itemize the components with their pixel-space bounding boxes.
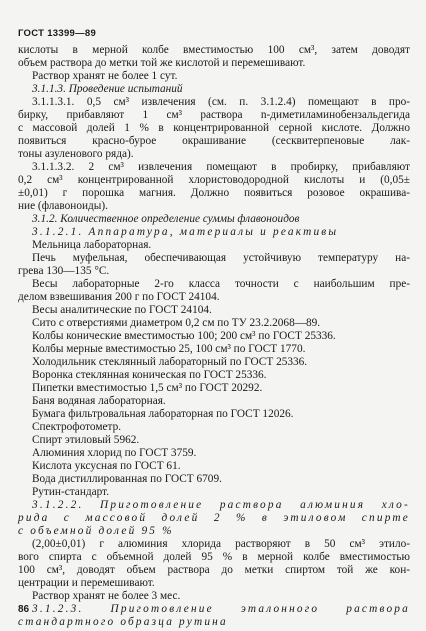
text-line: Алюминия хлорид по ГОСТ 3759. [32, 447, 197, 459]
text-line: Рутин-стандарт. [32, 486, 110, 498]
text-line: делом взвешивания 200 г по ГОСТ 24104. [18, 291, 220, 303]
text-line: с массовой долей 1 % в концентрированной серной кислоте. Должно [18, 122, 410, 134]
text-line: Раствор хранят не более 1 сут. [32, 70, 178, 82]
text-line: появиться красно-бурое окрашивание (сесквитерпеновые лак- [18, 135, 410, 147]
section-heading: стандартного образца рутина [18, 616, 228, 628]
text-line: (2,00±0,01) г алюминия хлорида растворяют в 50 см³ этило- [32, 538, 410, 550]
text-line: Холодильник стеклянный лабораторный по ГОСТ 25336. [32, 356, 308, 368]
text-line: Колбы конические вместимостью 100; 200 см³ по ГОСТ 25336. [32, 330, 336, 342]
text-line: Сито с отверстиями диаметром 0,2 см по ТУ 23.2.2068—89. [32, 317, 321, 329]
text-line: кислоты в мерной колбе вместимостью 100 см³, затем доводят [18, 44, 410, 56]
page-number: 86 [18, 604, 30, 615]
section-heading: 3.1.1.3. Проведение испытаний [32, 83, 183, 95]
section-heading: 3.1.2.3. Приготовление эталонного раствора [32, 603, 410, 615]
section-heading: рида с массовой долей 2 % в этиловом спирте [18, 512, 410, 524]
text-line: бирку, прибавляют 1 см³ раствора n-диметиламинобензальдегида [18, 109, 410, 121]
text-line: Пипетки вместимостью 1,5 см³ по ГОСТ 20292. [32, 382, 263, 394]
text-line: Вода дистиллированная по ГОСТ 6709. [32, 473, 222, 485]
text-line: Баня водяная лабораторная. [32, 395, 166, 407]
text-line: Спирт этиловый 5962. [32, 434, 140, 446]
text-line: Весы лабораторные 2-го класса точности с наибольшим пре- [32, 278, 410, 290]
document-body [18, 44, 410, 629]
text-line: Колбы мерные вместимостью 25, 100 см³ по ГОСТ 1770. [32, 343, 306, 355]
text-line: Спектрофотометр. [32, 421, 122, 433]
text-line: Воронка стеклянная коническая по ГОСТ 25336. [32, 369, 267, 381]
section-heading: с объемной долей 95 % [18, 525, 174, 537]
text-line: 3.1.1.3.2. 2 см³ извлечения помещают в пробирку, прибавляют [32, 161, 410, 173]
page-header: ГОСТ 13399—89 [18, 28, 97, 39]
text-line: Мельница лабораторная. [32, 239, 152, 251]
text-line: Бумага фильтровальная лабораторная по ГОСТ 12026. [32, 408, 294, 420]
text-line: центрации и перемешивают. [18, 577, 155, 589]
text-line: ние (флавоноиды). [18, 200, 108, 212]
text-line: Весы аналитические по ГОСТ 24104. [32, 304, 212, 316]
text-line: Раствор хранят не более 3 мес. [32, 590, 181, 602]
text-line: грева 130—135 °С. [18, 265, 110, 277]
section-heading: 3.1.2. Количественное определение суммы флавоноидов [32, 213, 300, 225]
text-line: 0,2 см³ концентрированной хлористоводородной кислоты и (0,05± [18, 174, 410, 186]
text-line: тоны азуленового ряда). [18, 148, 134, 160]
text-line: вого спирта с объемной долей 95 % в мерной колбе вместимостью [18, 551, 410, 563]
section-heading: 3.1.2.1. Аппаратура, материалы и реактивы [32, 226, 339, 238]
text-line: Печь муфельная, обеспечивающая устойчивую температуру на- [32, 252, 410, 264]
text-line: объем раствора до метки той же кислотой и перемешивают. [18, 57, 306, 69]
text-line: 3.1.1.3.1. 0,5 см³ извлечения (см. п. 3.1.2.4) помещают в про- [32, 96, 410, 108]
text-line: Кислота уксусная по ГОСТ 61. [32, 460, 181, 472]
text-line: ±0,01) г порошка магния. Должно появиться розовое окрашива- [18, 187, 410, 199]
text-line: 100 см³, доводят объем раствора до метки спиртом той же кон- [18, 564, 410, 576]
section-heading: 3.1.2.2. Приготовление раствора алюминия хло- [32, 499, 410, 511]
